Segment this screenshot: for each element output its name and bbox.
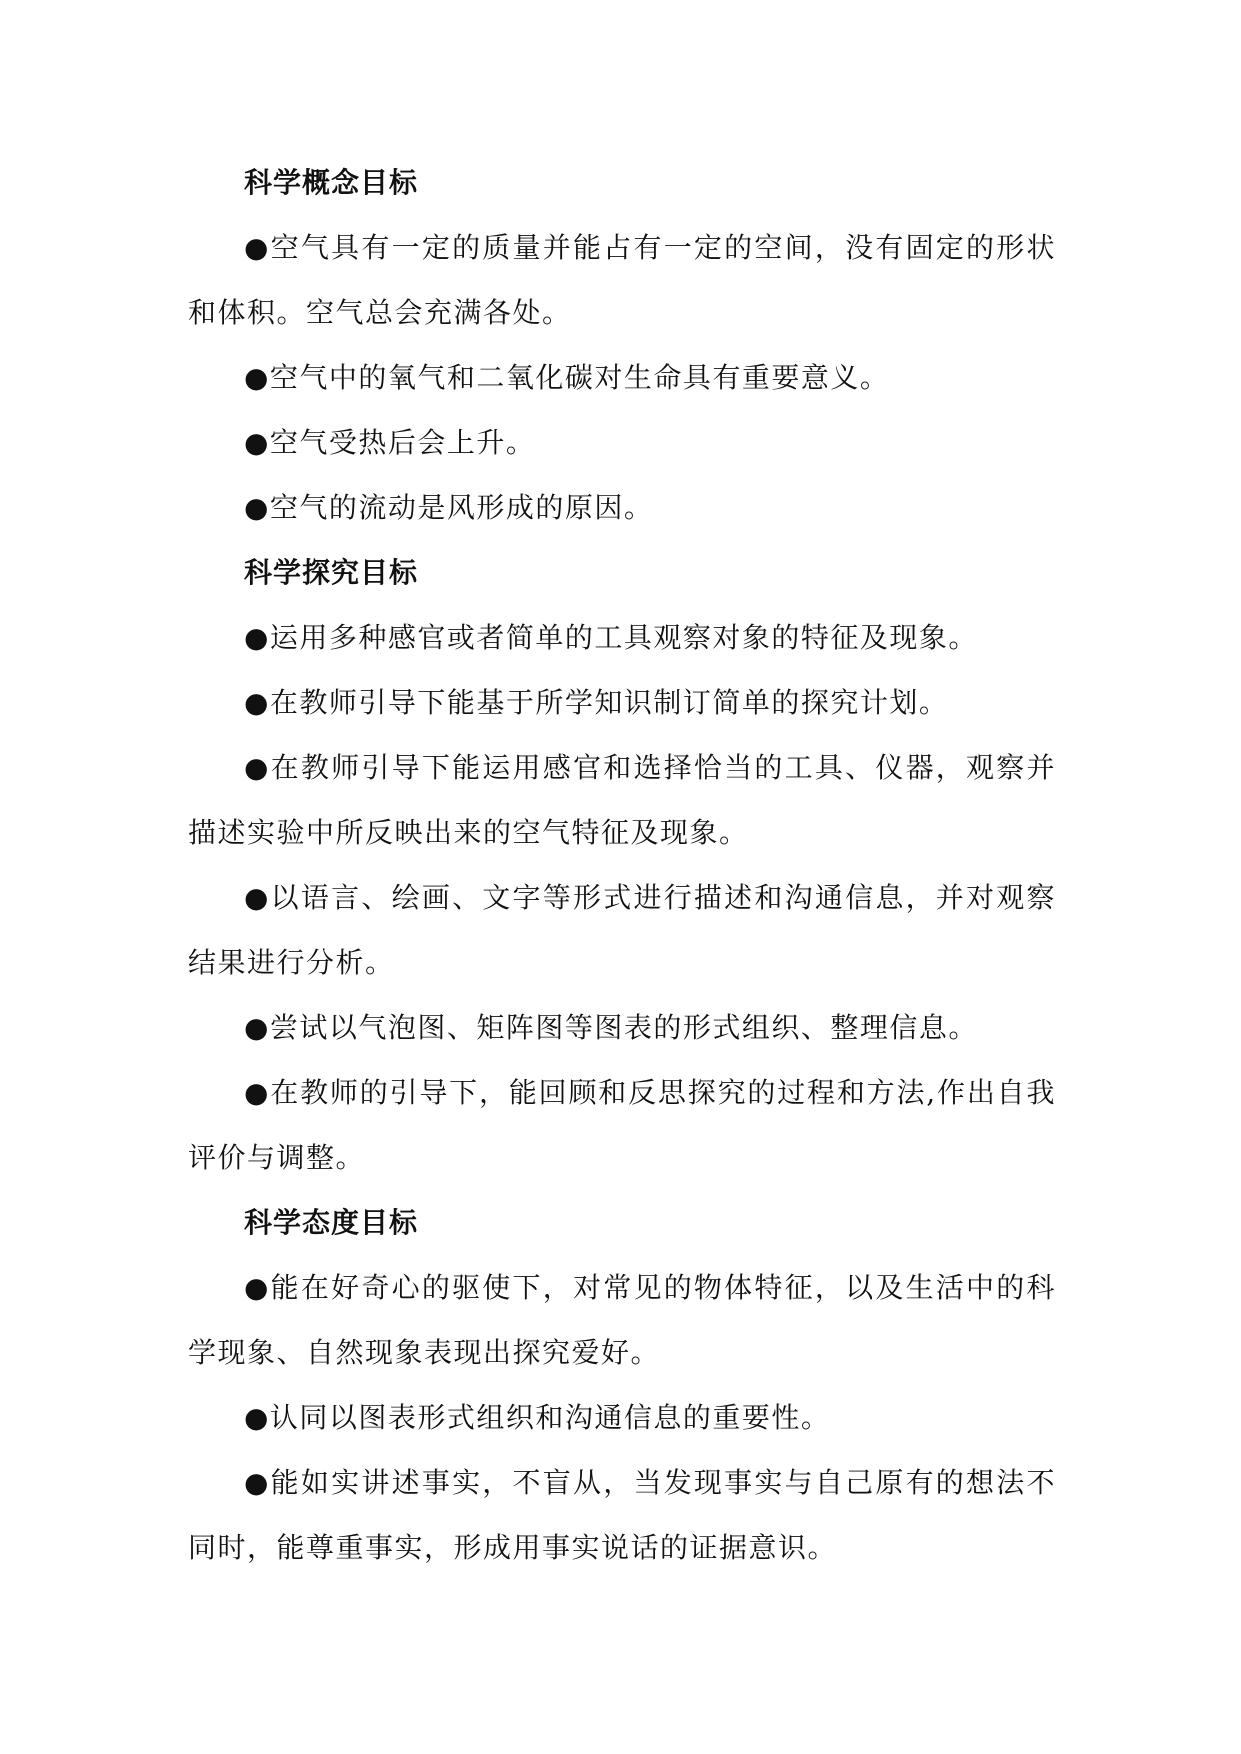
goal-item: ●空气具有一定的质量并能占有一定的空间，没有固定的形状和体积。空气总会充满各处。 [188,231,1056,329]
section-heading: 科学概念目标 [244,166,419,199]
goal-item: ●认同以图表形式组织和沟通信息的重要性。 [244,1401,831,1434]
goal-item: ●空气受热后会上升。 [244,426,536,459]
goal-item: ●运用多种感官或者简单的工具观察对象的特征及现象。 [244,621,978,654]
goal-item: ●能在好奇心的驱使下，对常见的物体特征，以及生活中的科学现象、自然现象表现出探究爱好。 [188,1271,1056,1369]
section-heading: 科学探究目标 [244,556,419,589]
goal-item: ●能如实讲述事实，不盲从，当发现事实与自己原有的想法不同时，能尊重事实，形成用事实说话的证据意识。 [188,1466,1056,1564]
goal-item: ●尝试以气泡图、矩阵图等图表的形式组织、整理信息。 [244,1011,978,1044]
goal-item: ●在教师的引导下，能回顾和反思探究的过程和方法,作出自我评价与调整。 [188,1076,1056,1174]
goal-item: ●在教师引导下能运用感官和选择恰当的工具、仪器，观察并描述实验中所反映出来的空气特征及现象。 [188,751,1056,849]
goal-item: ●空气中的氧气和二氧化碳对生命具有重要意义。 [244,361,890,394]
section-heading: 科学态度目标 [244,1206,419,1239]
section-science-concept [188,150,1056,540]
section-science-attitude [188,1190,1056,1580]
section-science-inquiry [188,540,1056,1190]
document-body [188,150,1056,1580]
goal-item: ●在教师引导下能基于所学知识制订简单的探究计划。 [244,686,949,719]
goal-item: ●以语言、绘画、文字等形式进行描述和沟通信息，并对观察结果进行分析。 [188,881,1056,979]
goal-item: ●空气的流动是风形成的原因。 [244,491,654,524]
